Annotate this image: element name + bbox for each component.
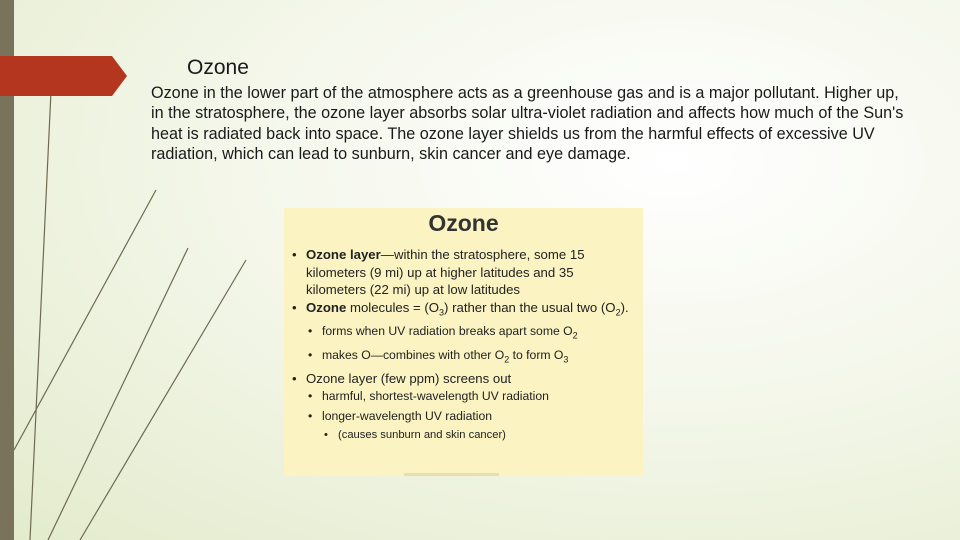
list-item: • longer-wavelength UV radiation xyxy=(308,407,637,427)
title-tab-marker xyxy=(0,56,127,96)
list-item: • Ozone layer (few ppm) screens out xyxy=(292,370,637,388)
slide-body-text: Ozone in the lower part of the atmosphere acts as a greenhouse gas and is a major pollutant. Higher up, in the stratosphere, the ozone layer absorbs solar ultra-violet radiation and affects how much of the Sun's heat is radiated back into space. The ozone layer shields us from the harmful effects of excessive UV radiation, which can lead to sunburn, skin cancer and eye damage. xyxy=(151,84,904,164)
deco-line-4 xyxy=(14,190,156,450)
list-item: • Ozone layer—within the stratosphere, some 15 kilometers (9 mi) up at higher latitudes and 35 kilometers (22 mi) up at low latitudes xyxy=(292,246,637,299)
figure-title: Ozone xyxy=(428,210,499,236)
list-item: • harmful, shortest-wavelength UV radiation xyxy=(308,387,637,407)
figure-credit-mark xyxy=(404,473,499,476)
list-item: • makes O—combines with other $O_2$ to form $O_3$ xyxy=(308,346,637,370)
list-item: • (causes sunburn and skin cancer) xyxy=(324,426,637,444)
ozone-figure xyxy=(284,208,643,476)
deco-line-3 xyxy=(80,260,246,540)
slide-title: Ozone xyxy=(187,56,249,79)
deco-line-1 xyxy=(30,70,52,540)
list-item: • Ozone molecules = $(O_3)$ rather than the usual two $(O_2)$. xyxy=(292,299,637,322)
list-item: • forms when UV radiation breaks apart some $O_2$ xyxy=(308,322,637,346)
figure-list xyxy=(292,246,637,444)
